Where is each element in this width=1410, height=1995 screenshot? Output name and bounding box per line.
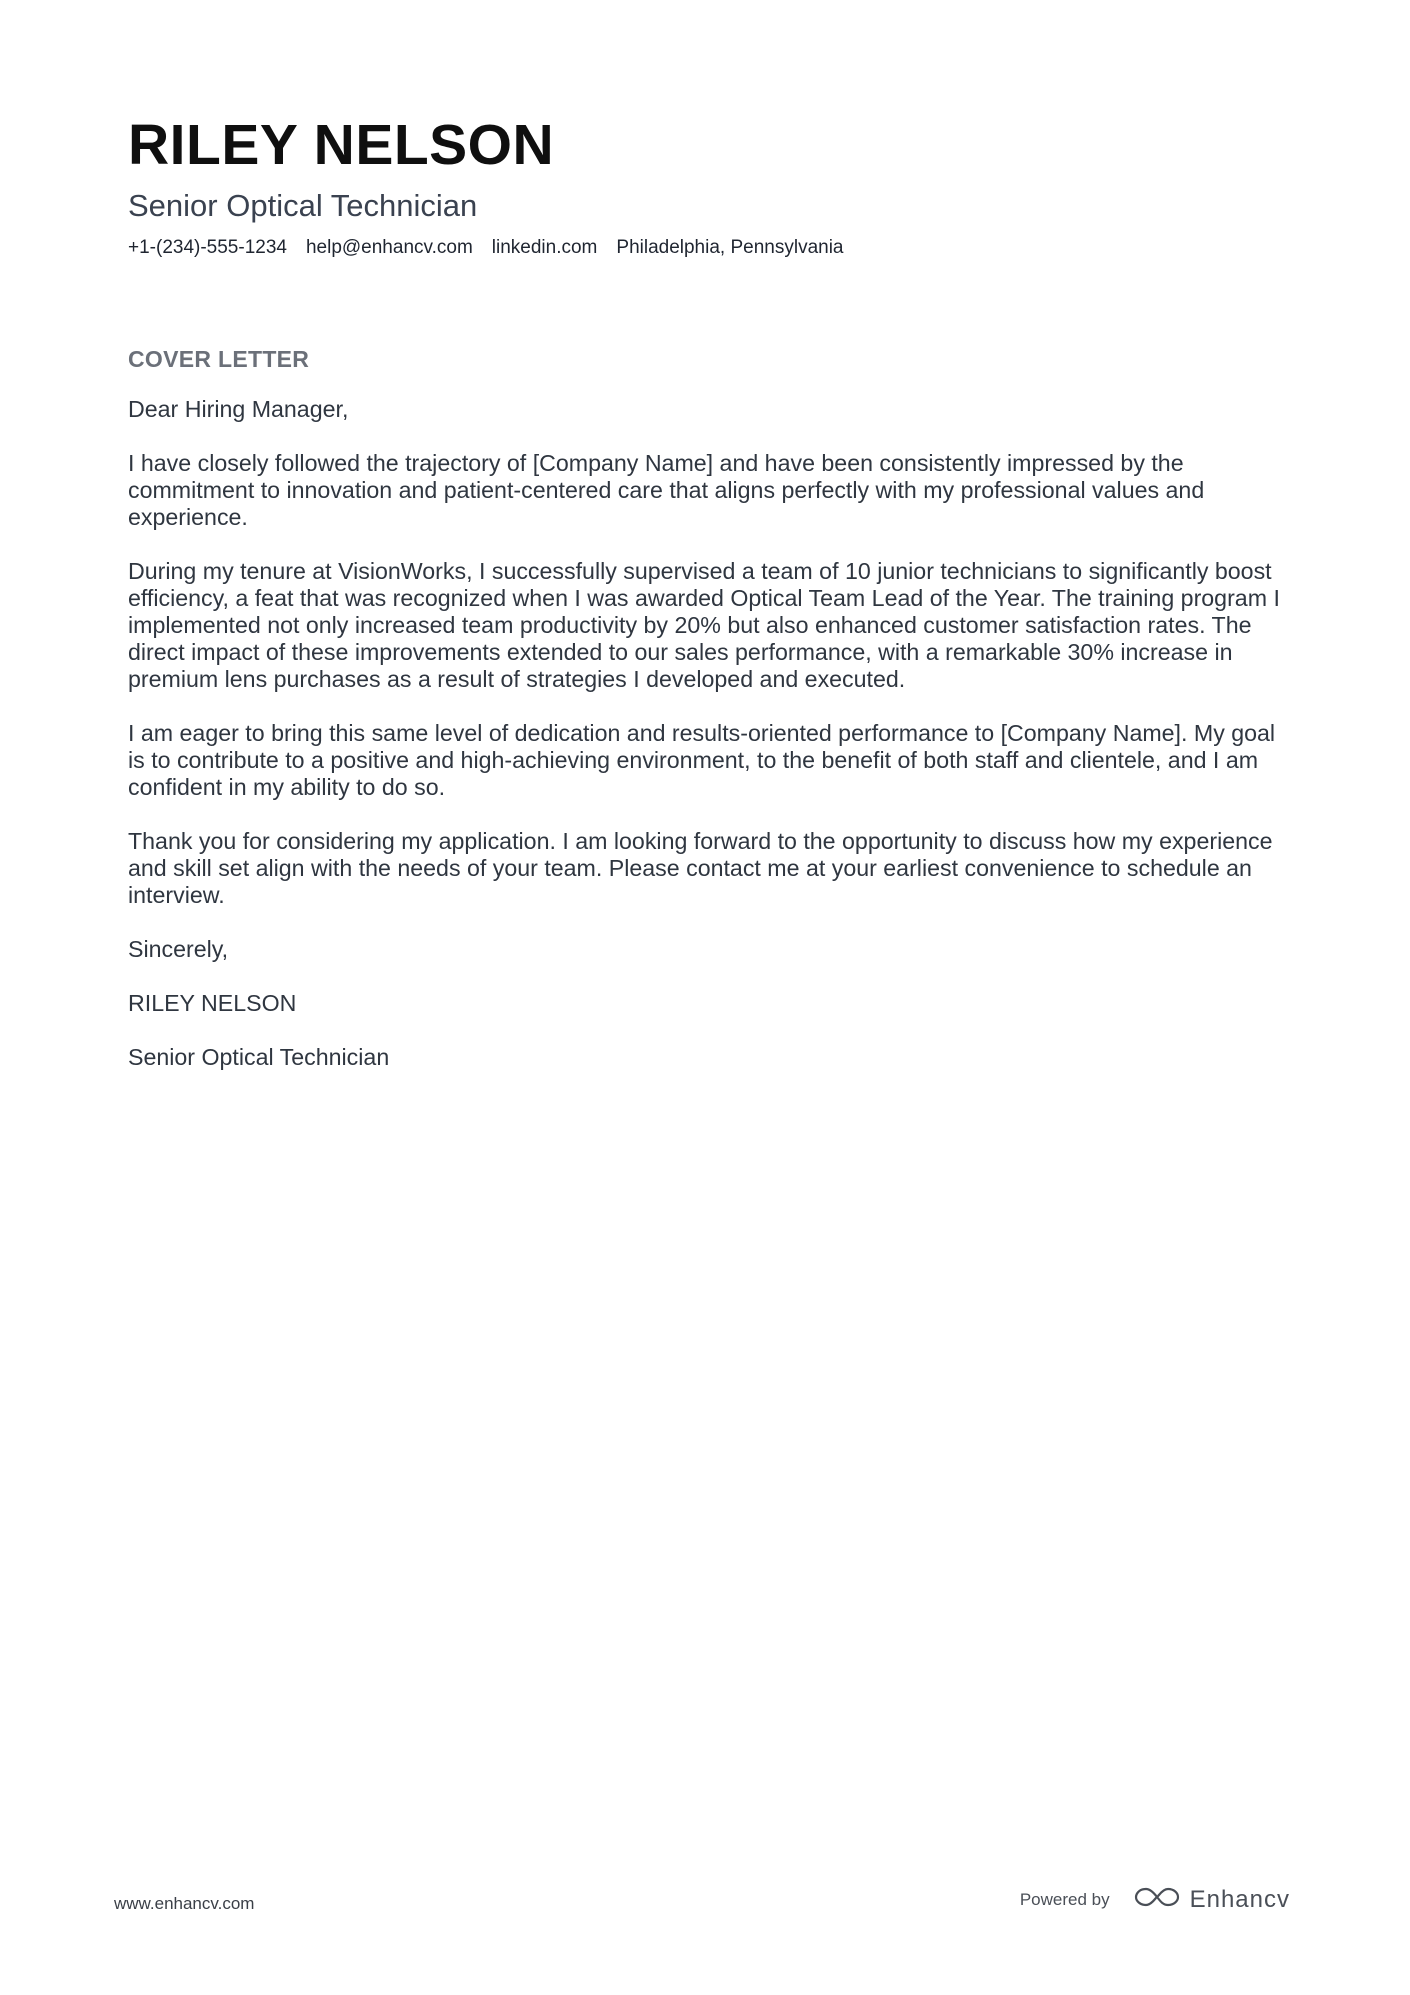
phone-number: +1-(234)-555-1234 <box>128 237 287 258</box>
letter-paragraph: Thank you for considering my application. I am looking forward to the opportunity to discuss how my experience and skill set align with the needs of your team. Please contact me at your earliest convenience to schedule an interview. <box>128 828 1273 908</box>
linkedin-link[interactable]: linkedin.com <box>491 237 598 258</box>
letter-body <box>128 344 1293 1098</box>
letter-paragraph: I have closely followed the trajectory of [Company Name] and have been consistently impressed by the commitment to innovation and patient-centered care that aligns perfectly with my professional values and experience. <box>128 450 1205 530</box>
brand-logo[interactable] <box>1134 1885 1290 1914</box>
brand-name: Enhancv <box>1189 1885 1290 1913</box>
contact-info <box>128 236 1288 260</box>
footer-branding <box>1020 1885 1290 1914</box>
section-title: COVER LETTER <box>128 346 310 372</box>
powered-by-label: Powered by <box>1019 1889 1110 1909</box>
letter-paragraph: During my tenure at VisionWorks, I successfully supervised a team of 10 junior technicians to significantly boost efficiency, a feat that was recognized when I was awarded Optical Team Lead of the Year. The training program I implemented not only increased team productivity by 20% but also enhanced customer satisfaction rates. The direct impact of these improvements extended to our sales performance, with a remarkable 30% increase in premium lens purchases as a result of strategies I developed and executed. <box>128 558 1280 692</box>
infinity-logo-icon <box>1134 1885 1180 1914</box>
location: Philadelphia, Pennsylvania <box>616 237 844 258</box>
candidate-name: RILEY NELSON <box>128 113 555 177</box>
candidate-title: Senior Optical Technician <box>128 188 478 223</box>
signature-name: RILEY NELSON <box>128 990 297 1016</box>
signature-title: Senior Optical Technician <box>128 1044 390 1070</box>
resume-header <box>128 110 1288 260</box>
footer-website[interactable]: www.enhancv.com <box>114 1894 255 1913</box>
closing: Sincerely, <box>128 936 229 962</box>
letter-paragraph: I am eager to bring this same level of dedication and results-oriented performance to [Company Name]. My goal is to contribute to a positive and high-achieving environment, to the benefit of both staff and clientele, and I am confident in my ability to do so. <box>128 720 1276 800</box>
salutation: Dear Hiring Manager, <box>128 396 349 422</box>
email-address[interactable]: help@enhancv.com <box>305 237 473 258</box>
